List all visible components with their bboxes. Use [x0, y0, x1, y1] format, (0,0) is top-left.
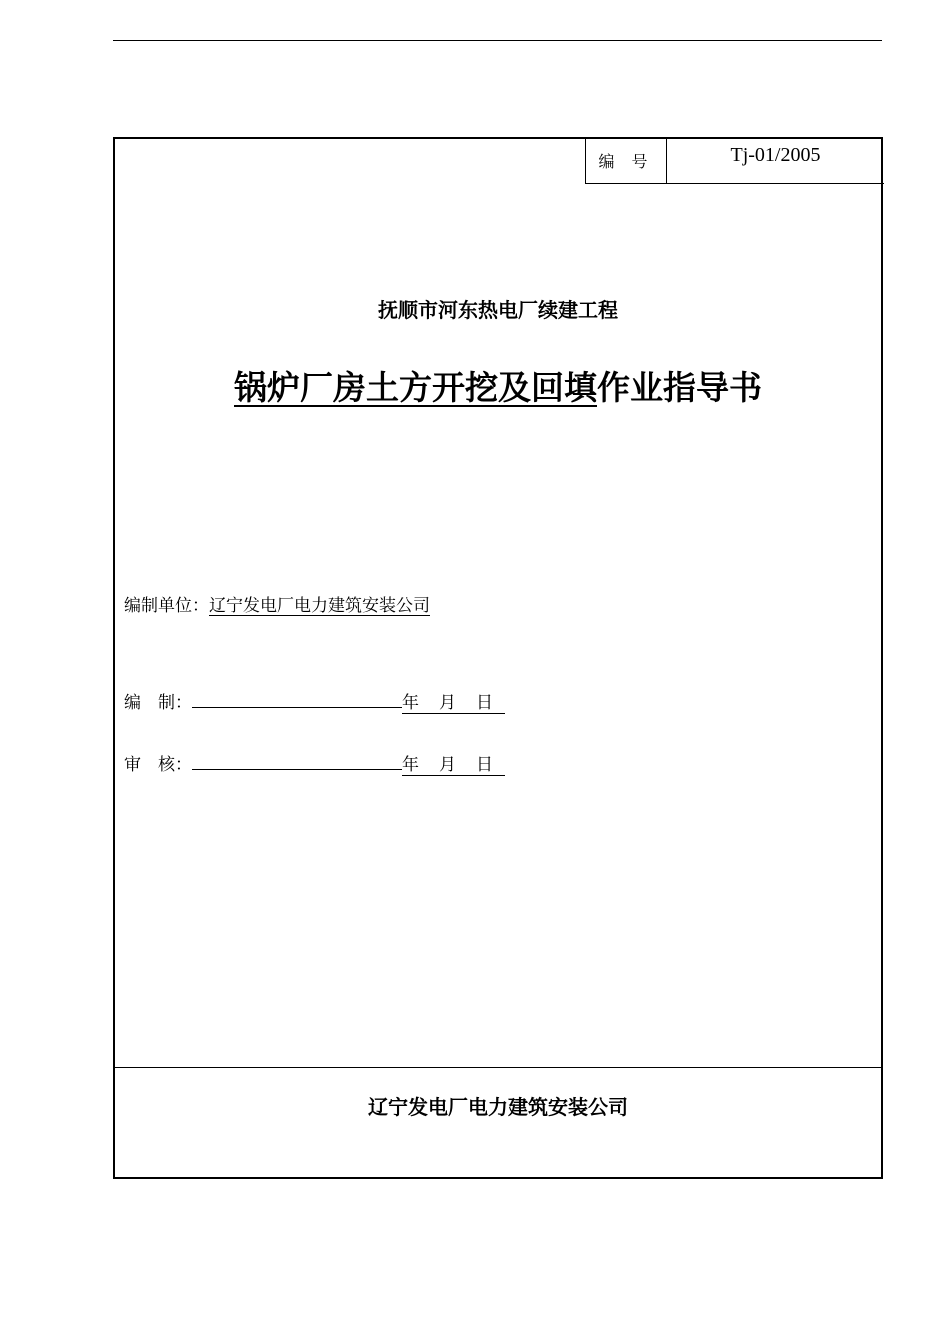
- document-title-underlined: 锅炉厂房土方开挖及回填: [234, 368, 597, 407]
- document-title: [115, 362, 881, 409]
- compiled-by-row: [124, 688, 505, 714]
- reviewed-by-row: [124, 750, 505, 776]
- date-day: 日: [476, 755, 493, 775]
- compiling-unit-row: [124, 591, 430, 616]
- reviewed-by-date: [402, 750, 505, 776]
- compiled-by-signature-line[interactable]: [192, 689, 402, 708]
- footer-company-name: 辽宁发电厂电力建筑安装公司: [368, 1095, 628, 1119]
- compiled-by-label: 编 制：: [124, 693, 192, 713]
- document-number-box: [585, 137, 884, 184]
- cover-frame: [113, 137, 883, 1179]
- compiling-unit-label: 编制单位：: [124, 596, 209, 616]
- document-title-rest: 作业指导书: [597, 368, 762, 407]
- compiling-unit-value: 辽宁发电厂电力建筑安装公司: [209, 596, 430, 616]
- reviewed-by-label: 审 核：: [124, 755, 192, 775]
- document-number-label: 编 号: [586, 137, 667, 183]
- date-month: 月: [439, 755, 456, 775]
- header-rule: [113, 40, 882, 41]
- date-year: 年: [402, 755, 419, 775]
- date-month: 月: [439, 693, 456, 713]
- footer-divider: [115, 1067, 881, 1068]
- date-year: 年: [402, 693, 419, 713]
- reviewed-by-signature-line[interactable]: [192, 751, 402, 770]
- date-day: 日: [476, 693, 493, 713]
- project-name: 抚顺市河东热电厂续建工程: [378, 298, 618, 322]
- compiled-by-date: [402, 688, 505, 714]
- document-number-value: Tj-01/2005: [730, 143, 821, 166]
